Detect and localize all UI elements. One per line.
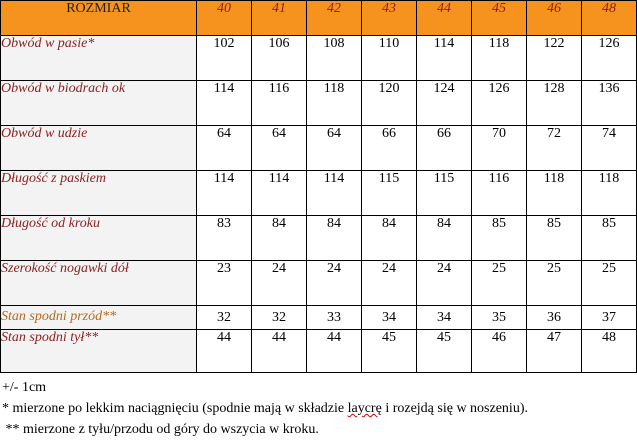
measurement-cell: 116 [252,81,307,126]
measurement-cell: 114 [252,171,307,216]
measurement-cell: 64 [252,126,307,171]
size-header: 46 [527,1,582,36]
measurement-cell: 122 [527,36,582,81]
measurement-cell: 64 [197,126,252,171]
measurement-cell: 24 [307,261,362,306]
measurement-cell: 114 [197,171,252,216]
measurement-cell: 74 [582,126,637,171]
notes [2,377,528,440]
measurement-cell: 45 [417,330,472,373]
measurement-cell: 35 [472,306,527,330]
row-label: Długość z paskiem [1,171,197,216]
measurement-cell: 84 [307,216,362,261]
measurement-cell: 84 [252,216,307,261]
measurement-cell: 115 [362,171,417,216]
row-label: Obwód w biodrach ok [1,81,197,126]
measurement-cell: 115 [417,171,472,216]
measurement-cell: 24 [362,261,417,306]
measurement-cell: 85 [472,216,527,261]
size-header: 41 [252,1,307,36]
measurement-cell: 32 [197,306,252,330]
measurement-cell: 44 [307,330,362,373]
measurement-cell: 126 [472,81,527,126]
measurement-cell: 118 [472,36,527,81]
note-text: i rozejdą się w noszeniu). [381,401,528,416]
measurement-cell: 32 [252,306,307,330]
measurement-cell: 124 [417,81,472,126]
size-header: 45 [472,1,527,36]
measurement-cell: 47 [527,330,582,373]
measurement-cell: 106 [252,36,307,81]
measurement-cell: 114 [417,36,472,81]
measurement-cell: 66 [362,126,417,171]
measurement-note-1 [2,398,528,419]
table-row [1,306,637,330]
size-header: 43 [362,1,417,36]
table-row [1,171,637,216]
tolerance-note: +/- 1cm [2,380,47,395]
measurement-cell: 128 [527,81,582,126]
measurement-cell: 114 [307,171,362,216]
row-label: Długość od kroku [1,216,197,261]
row-label: Stan spodni przód** [1,306,197,330]
measurement-cell: 25 [582,261,637,306]
size-column-header: ROZMIAR [1,1,197,36]
measurement-cell: 23 [197,261,252,306]
measurement-cell: 44 [197,330,252,373]
size-header: 44 [417,1,472,36]
measurement-cell: 72 [527,126,582,171]
measurement-cell: 118 [527,171,582,216]
size-header: 42 [307,1,362,36]
row-label: Szerokość nogawki dół [1,261,197,306]
measurement-cell: 24 [252,261,307,306]
spellcheck-word: laycrę [347,401,382,416]
measurement-cell: 70 [472,126,527,171]
measurement-cell: 34 [417,306,472,330]
row-label: Obwód w pasie* [1,36,197,81]
table-row [1,216,637,261]
table-row [1,261,637,306]
measurement-cell: 84 [417,216,472,261]
measurement-cell: 126 [582,36,637,81]
measurement-cell: 136 [582,81,637,126]
measurement-note-2: ** mierzone z tyłu/przodu od góry do wszycia w kroku. [2,422,319,437]
measurement-cell: 120 [362,81,417,126]
table-row [1,126,637,171]
measurement-cell: 108 [307,36,362,81]
table-row [1,81,637,126]
measurement-cell: 25 [527,261,582,306]
note-text: * mierzone po lekkim naciągnięciu (spodnie mają w składzie [2,401,348,416]
measurement-cell: 110 [362,36,417,81]
row-label: Stan spodni tył** [1,330,197,373]
measurement-cell: 114 [197,81,252,126]
table-row [1,36,637,81]
measurement-cell: 25 [472,261,527,306]
measurement-cell: 37 [582,306,637,330]
table-row [1,330,637,373]
measurement-cell: 24 [417,261,472,306]
measurement-cell: 64 [307,126,362,171]
measurement-cell: 48 [582,330,637,373]
measurement-cell: 36 [527,306,582,330]
measurement-cell: 85 [527,216,582,261]
measurement-cell: 66 [417,126,472,171]
row-label: Obwód w udzie [1,126,197,171]
measurement-cell: 84 [362,216,417,261]
measurement-cell: 85 [582,216,637,261]
measurement-cell: 46 [472,330,527,373]
measurement-cell: 102 [197,36,252,81]
size-header: 40 [197,1,252,36]
header-row [1,1,637,36]
measurement-cell: 118 [307,81,362,126]
measurement-cell: 34 [362,306,417,330]
measurement-cell: 45 [362,330,417,373]
measurement-cell: 44 [252,330,307,373]
measurement-cell: 116 [472,171,527,216]
measurement-cell: 33 [307,306,362,330]
measurement-cell: 118 [582,171,637,216]
measurement-cell: 83 [197,216,252,261]
size-header: 48 [582,1,637,36]
